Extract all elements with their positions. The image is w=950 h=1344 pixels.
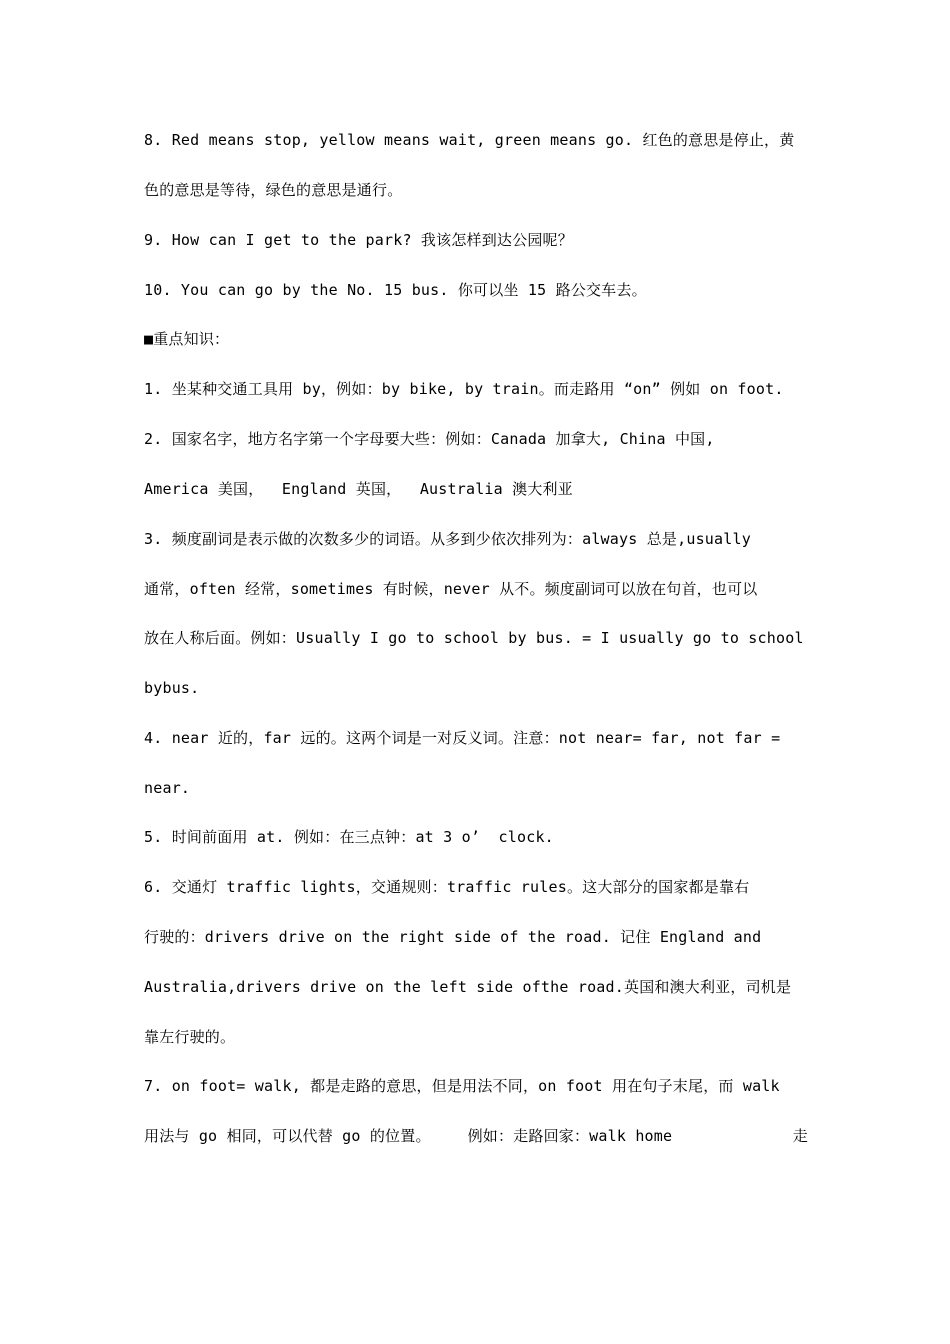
text-line-9: 3. 频度副词是表示做的次数多少的词语。从多到少依次排列为：always 总是,usually [144,530,751,548]
text-line-19: 靠左行驶的。 [144,1028,236,1046]
text-line-21-trailing: 走 [792,1127,808,1145]
text-line-16: 6. 交通灯 traffic lights，交通规则：traffic rules。这大部分的国家都是靠右 [144,878,750,896]
section-heading: ■重点知识： [144,330,230,348]
text-line-6: 1. 坐某种交通工具用 by，例如：by bike, by train。而走路用 “on” 例如 on foot. [144,380,784,398]
text-line-15: 5. 时间前面用 at. 例如：在三点钟：at 3 o’ clock. [144,828,554,846]
text-line-3: 9. How can I get to the park? 我该怎样到达公园呢？ [144,231,573,249]
text-line-2: 色的意思是等待，绿色的意思是通行。 [144,181,403,199]
text-line-8: America 美国， England 英国， Australia 澳大利亚 [144,480,573,498]
text-line-10: 通常，often 经常，sometimes 有时候，never 从不。频度副词可以放在句首，也可以 [144,580,758,598]
text-line-12: bybus. [144,679,200,697]
text-line-21 [144,1123,808,1149]
text-line-11: 放在人称后面。例如：Usually I go to school by bus. = I usually go to school [144,629,804,647]
text-line-14: near. [144,779,191,797]
text-line-20: 7. on foot= walk, 都是走路的意思，但是用法不同，on foot 用在句子末尾，而 walk [144,1077,780,1095]
text-line-21-body: 用法与 go 相同，可以代替 go 的位置。 例如：走路回家：walk home [144,1127,673,1145]
text-line-4: 10. You can go by the No. 15 bus. 你可以坐 15 路公交车去。 [144,281,647,299]
text-line-7: 2. 国家名字，地方名字第一个字母要大些：例如：Canada 加拿大, China 中国, [144,430,715,448]
text-line-17: 行驶的：drivers drive on the right side of the road. 记住 England and [144,928,762,946]
text-line-18: Australia,drivers drive on the left side ofthe road.英国和澳大利亚，司机是 [144,978,792,996]
text-line-1: 8. Red means stop, yellow means wait, green means go. 红色的意思是停止，黄 [144,131,795,149]
text-line-13: 4. near 近的，far 远的。这两个词是一对反义词。注意：not near= far, not far = [144,729,781,747]
